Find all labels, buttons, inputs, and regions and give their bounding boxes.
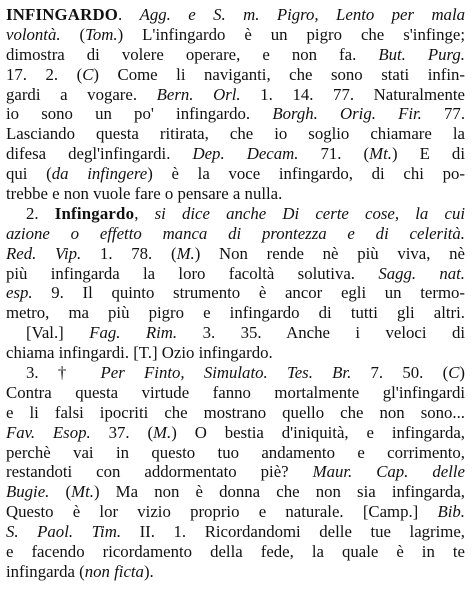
text-run: ) xyxy=(459,363,465,383)
italic-text: Mt. xyxy=(369,144,392,164)
text-run: ) è la voce infingardo, di chi po- xyxy=(147,164,465,184)
text-line xyxy=(6,383,465,403)
italic-text: Fav. Esop. xyxy=(6,422,91,442)
italic-text: volontà. xyxy=(6,24,61,44)
italic-text: Bib. xyxy=(437,502,465,522)
text-run: [Val.] xyxy=(26,323,90,343)
italic-text: Fag. Rim. xyxy=(89,323,178,343)
text-run: e li falsi ipocriti che mostrano quello che non sono... xyxy=(6,402,465,422)
text-line xyxy=(6,204,465,224)
italic-text: Agg. xyxy=(139,5,171,24)
italic-text: non ficta xyxy=(84,561,144,581)
text-run: 77. xyxy=(421,104,465,124)
text-line xyxy=(6,462,465,482)
italic-text: M. xyxy=(153,422,172,442)
italic-text: C xyxy=(82,64,94,84)
italic-text: S. m. Pigro, Lento per mala xyxy=(213,5,465,24)
text-line xyxy=(6,45,465,65)
text-line xyxy=(6,562,465,582)
text-run: Lasciando questa ritirata, che io soglio chiamare la xyxy=(6,124,465,144)
italic-text: Tom. xyxy=(85,24,118,44)
text-run: ( xyxy=(49,482,72,502)
text-run: restandoti con addormentato piè? xyxy=(6,462,313,482)
text-run: infingarda ( xyxy=(6,561,85,581)
text-line xyxy=(6,423,465,443)
text-run: ) Come li naviganti, che sono stati infin- xyxy=(93,64,465,84)
text-run: dimostra di volere operare, e non fa. xyxy=(6,44,379,64)
text-run: Questo è lor vizio proprio e naturale. [Camp.] xyxy=(6,502,438,522)
italic-text: azione o effetto manca di prontezza e di celerità. xyxy=(6,223,465,243)
text-line xyxy=(6,502,465,522)
text-run: gardi a vogare. xyxy=(6,84,157,104)
italic-text: e xyxy=(170,5,214,24)
text-line xyxy=(6,164,465,184)
text-run: ( xyxy=(60,24,86,44)
italic-text: M. xyxy=(176,243,195,263)
text-run: 17. 2. ( xyxy=(6,64,83,84)
text-line xyxy=(6,482,465,502)
text-run: ) Non rende nè più viva, nè xyxy=(194,243,465,263)
text-line xyxy=(6,224,465,244)
text-line xyxy=(6,522,465,542)
text-run: e facendo ricordamento della fede, la quale è in te xyxy=(6,542,465,562)
text-run: più infingarda la loro facoltà solutiva. xyxy=(6,263,379,283)
text-run: chiama infingardi. [T.] Ozio infingardo. xyxy=(6,343,273,363)
text-line xyxy=(6,65,465,85)
text-run: qui ( xyxy=(6,164,52,184)
entry-infingardo xyxy=(6,5,465,582)
text-line xyxy=(6,443,465,463)
text-line xyxy=(6,542,465,562)
text-line xyxy=(6,25,465,45)
text-line xyxy=(6,85,465,105)
text-line xyxy=(6,303,465,323)
headword: INFINGARDO xyxy=(6,5,119,24)
text-run: ) L'infingardo è un pigro che s'infinge; xyxy=(117,24,465,44)
text-line xyxy=(6,184,465,204)
text-line xyxy=(6,403,465,423)
text-line xyxy=(6,124,465,144)
text-line xyxy=(6,264,465,284)
text-line xyxy=(6,283,465,303)
text-run: ). xyxy=(143,561,154,581)
text-run: 1. 14. 77. Naturalmente xyxy=(240,84,465,104)
italic-text: Sagg. nat. xyxy=(378,263,465,283)
text-line xyxy=(6,5,465,25)
text-run: ) O bestia d'iniquità, e infingarda, xyxy=(171,422,465,442)
italic-text: Borgh. Orig. Fir. xyxy=(272,104,422,124)
italic-text: C xyxy=(448,363,460,383)
text-run: 2. xyxy=(26,203,55,223)
text-line xyxy=(6,363,465,383)
italic-text: Red. Vip. xyxy=(6,243,82,263)
text-run: 71. ( xyxy=(298,144,370,164)
text-run: ) E di xyxy=(391,144,465,164)
text-run: ) Ma non è donna che non sia infingarda, xyxy=(93,482,465,502)
text-run: 1. 78. ( xyxy=(81,243,177,263)
text-run: io sono un po' infingardo. xyxy=(6,104,273,124)
italic-text: esp. xyxy=(6,283,33,303)
text-line xyxy=(6,323,465,343)
text-run: II. 1. Ricordandomi delle tue lagrime, xyxy=(121,522,465,542)
text-line xyxy=(6,343,465,363)
text-run: trebbe e non vuole fare o pensare a nulla. xyxy=(6,184,283,204)
text-run: metro, ma più pigro e infingardo di tutti gli altri. xyxy=(6,303,465,323)
text-line xyxy=(6,144,465,164)
text-run: 37. ( xyxy=(90,422,154,442)
headword: Infingardo xyxy=(54,203,135,223)
italic-text: Dep. Decam. xyxy=(192,144,299,164)
text-line xyxy=(6,244,465,264)
text-run: . xyxy=(118,5,140,24)
italic-text: Maur. Cap. delle xyxy=(312,462,465,482)
italic-text: Mt. xyxy=(71,482,94,502)
italic-text: Per Finto, Simulato. Tes. Br. xyxy=(100,363,352,383)
italic-text: Bugie. xyxy=(6,482,50,502)
text-run: difesa degl'infingardi. xyxy=(6,144,193,164)
text-run: 9. Il quinto strumento è ancor egli un termo- xyxy=(32,283,465,303)
text-run: , xyxy=(134,203,155,223)
italic-text: But. Purg. xyxy=(378,44,465,64)
text-run: 7. 50. ( xyxy=(351,363,449,383)
text-run: 3. † xyxy=(26,363,101,383)
italic-text: Bern. Orl. xyxy=(156,84,241,104)
text-line xyxy=(6,104,465,124)
italic-text: da infingere xyxy=(51,164,148,184)
italic-text: S. Paol. Tim. xyxy=(6,522,122,542)
text-run: 3. 35. Anche i veloci di xyxy=(177,323,465,343)
text-run: perchè vai in questo tuo andamento e corrimento, xyxy=(6,442,465,462)
text-run: Contra questa virtude fanno mortalmente gl'infingardi xyxy=(6,382,465,402)
italic-text: si dice anche Di certe cose, la cui xyxy=(154,203,465,223)
